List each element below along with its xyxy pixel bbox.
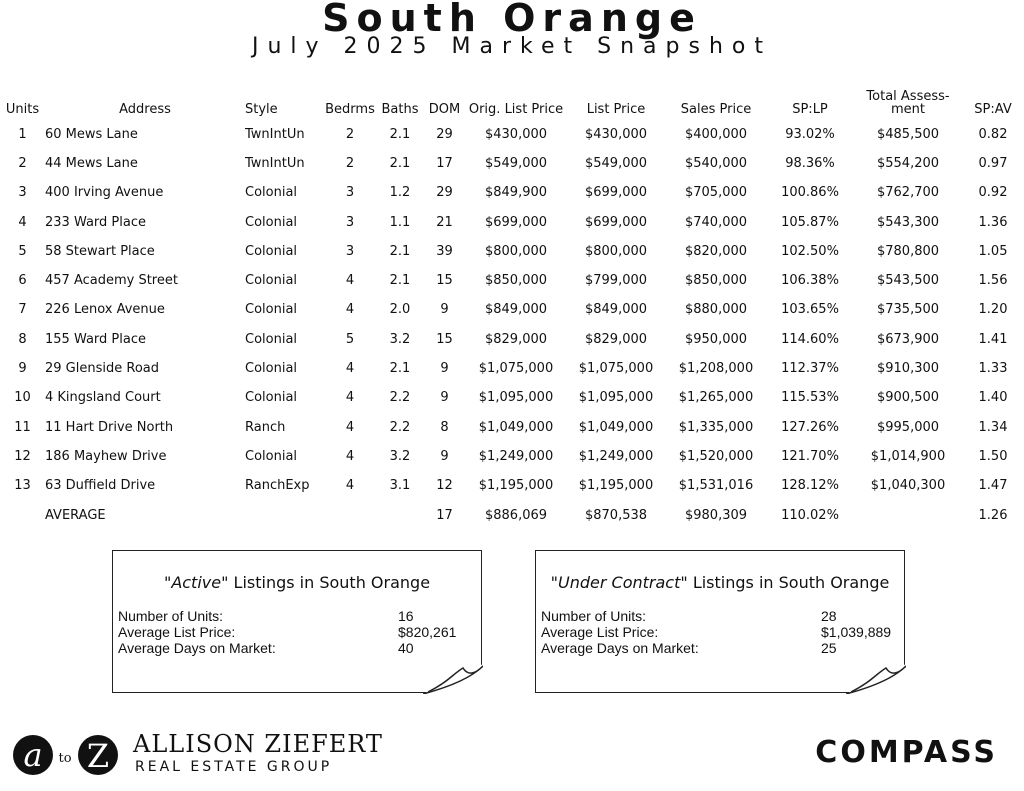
table-cell: TwnIntUn: [245, 155, 305, 171]
stat-value: 40: [398, 640, 414, 656]
table-cell: 1.20: [978, 302, 1008, 318]
table-cell: $400,000: [684, 126, 748, 142]
table-cell: $740,000: [684, 214, 748, 230]
table-cell: 121.70%: [781, 448, 839, 464]
table-cell: 2.1: [389, 361, 411, 377]
table-cell: 9: [440, 390, 449, 406]
table-cell: 112.37%: [781, 361, 839, 377]
table-cell: $699,000: [484, 214, 548, 230]
table-cell: $1,049,000: [578, 419, 654, 435]
table-cell: 226 Lenox Avenue: [45, 302, 165, 318]
table-cell: 9: [440, 302, 449, 318]
table-cell: 4 Kingsland Court: [45, 390, 161, 406]
table-row: [0, 266, 1024, 295]
table-cell: 102.50%: [781, 243, 839, 259]
table-cell: Colonial: [245, 361, 298, 377]
table-cell: $780,800: [876, 243, 940, 259]
table-row: [0, 413, 1024, 442]
column-header: Sales Price: [680, 102, 752, 117]
table-cell: 60 Mews Lane: [45, 126, 138, 142]
logo-mark-z: Z: [86, 737, 110, 775]
table-cell: 15: [436, 273, 453, 289]
table-cell: $762,700: [876, 185, 940, 201]
table-cell: $1,249,000: [478, 448, 554, 464]
table-cell: 186 Mayhew Drive: [45, 448, 167, 464]
table-cell: 2: [18, 155, 27, 171]
column-header: Bedrms: [325, 102, 375, 117]
column-header: SP:LP: [792, 102, 828, 117]
table-cell: 155 Ward Place: [45, 331, 146, 347]
table-cell: 110.02%: [781, 507, 839, 523]
brand-tagline: REAL ESTATE GROUP: [135, 759, 333, 775]
table-cell: [323, 501, 377, 530]
table-cell: [245, 501, 323, 530]
table-cell: 98.36%: [785, 155, 835, 171]
table-cell: $543,300: [876, 214, 940, 230]
table-cell: $850,000: [484, 273, 548, 289]
table-cell: 4: [345, 361, 355, 377]
table-cell: $430,000: [484, 126, 548, 142]
table-cell: $850,000: [684, 273, 748, 289]
table-cell: 39: [436, 243, 453, 259]
table-row: [0, 179, 1024, 208]
table-cell: 1.50: [978, 448, 1008, 464]
brand-name: ALLISON ZIEFERT: [133, 730, 383, 758]
table-cell: 1.47: [978, 478, 1008, 494]
active-listings-title: "Active" Listings in South Orange: [163, 573, 431, 592]
table-cell: $705,000: [684, 185, 748, 201]
table-cell: 4: [18, 214, 27, 230]
table-cell: $554,200: [876, 155, 940, 171]
stat-label: Number of Units:: [541, 608, 647, 624]
table-cell: 2.2: [389, 419, 411, 435]
table-cell: [854, 501, 962, 530]
logo-mark-a: a: [23, 736, 43, 774]
table-cell: $549,000: [484, 155, 548, 171]
stat-label: Average Days on Market:: [541, 640, 699, 656]
table-cell: 15: [436, 331, 453, 347]
table-cell: 12: [436, 478, 453, 494]
table-cell: 0.97: [978, 155, 1008, 171]
table-cell: 17: [436, 155, 453, 171]
table-cell: 1.41: [978, 331, 1008, 347]
table-cell: $900,500: [876, 390, 940, 406]
table-cell: 457 Academy Street: [45, 273, 178, 289]
table-cell: 3.2: [389, 448, 411, 464]
table-cell: 13: [14, 478, 31, 494]
table-cell: $1,095,000: [578, 390, 654, 406]
table-cell: $1,335,000: [678, 419, 754, 435]
table-cell: Colonial: [245, 214, 298, 230]
table-cell: [377, 501, 423, 530]
table-cell: 115.53%: [781, 390, 839, 406]
table-cell: $699,000: [584, 185, 648, 201]
table-cell: 1: [18, 126, 27, 142]
table-cell: 2.2: [389, 390, 411, 406]
table-cell: 2: [345, 126, 355, 142]
table-cell: 12: [14, 448, 31, 464]
table-cell: 4: [345, 419, 355, 435]
compass-logo: COMPASS: [815, 735, 998, 770]
table-cell: 6: [18, 273, 27, 289]
table-cell: $870,538: [584, 507, 648, 523]
table-cell: 5: [345, 331, 355, 347]
table-cell: 11: [14, 419, 31, 435]
table-cell: 9: [440, 448, 449, 464]
table-cell: $1,265,000: [678, 390, 754, 406]
table-cell: Colonial: [245, 390, 298, 406]
table-cell: Colonial: [245, 185, 298, 201]
table-cell: 63 Duffield Drive: [45, 478, 156, 494]
under-contract-listings-title: "Under Contract" Listings in South Orange: [550, 573, 890, 592]
table-cell: 233 Ward Place: [45, 214, 146, 230]
table-cell: 2: [345, 155, 355, 171]
table-cell: 3: [345, 214, 355, 230]
stat-row: [118, 624, 476, 640]
column-header: Orig. List Price: [468, 102, 564, 117]
table-cell: $1,049,000: [478, 419, 554, 435]
table-cell: $829,000: [484, 331, 548, 347]
table-cell: Colonial: [245, 243, 298, 259]
column-header: Address: [119, 102, 171, 117]
table-cell: 3.1: [389, 478, 411, 494]
table-cell: 2.1: [389, 273, 411, 289]
table-cell: $543,500: [876, 273, 940, 289]
table-cell: 114.60%: [781, 331, 839, 347]
table-cell: 103.65%: [781, 302, 839, 318]
active-listings-card: [112, 550, 482, 693]
table-cell: 93.02%: [785, 126, 835, 142]
page-curl-icon: [423, 664, 483, 694]
table-cell: 29 Glenside Road: [45, 361, 159, 377]
table-cell: 11 Hart Drive North: [45, 419, 174, 435]
table-cell: 4: [345, 390, 355, 406]
stat-value: $820,261: [398, 624, 457, 640]
table-cell: $430,000: [584, 126, 648, 142]
table-cell: $980,309: [684, 507, 748, 523]
table-cell: 2.1: [389, 243, 411, 259]
table-cell: 21: [436, 214, 453, 230]
table-cell: $799,000: [584, 273, 648, 289]
table-cell: $1,075,000: [578, 361, 654, 377]
table-cell: Colonial: [245, 302, 298, 318]
table-cell: Colonial: [245, 331, 298, 347]
stat-label: Number of Units:: [118, 608, 224, 624]
table-cell: $673,900: [876, 331, 940, 347]
table-cell: 1.36: [978, 214, 1008, 230]
table-cell: $995,000: [876, 419, 940, 435]
table-cell: 1.34: [978, 419, 1008, 435]
table-row: [0, 296, 1024, 325]
stat-row: [118, 640, 476, 656]
table-cell: 0.92: [978, 185, 1008, 201]
table-cell: 9: [18, 361, 27, 377]
stat-value: $1,039,889: [821, 624, 892, 640]
stat-value: 28: [821, 608, 837, 624]
table-cell: 105.87%: [781, 214, 839, 230]
stat-label: Average List Price:: [118, 624, 236, 640]
table-cell: 2.0: [389, 302, 411, 318]
table-cell: 3.2: [389, 331, 411, 347]
table-cell: 4: [345, 273, 355, 289]
average-row: [0, 501, 1024, 530]
table-cell: $1,095,000: [478, 390, 554, 406]
table-cell: $1,195,000: [478, 478, 554, 494]
column-header: Units: [5, 102, 40, 117]
table-cell: 106.38%: [781, 273, 839, 289]
table-cell: 17: [436, 507, 453, 523]
table-cell: $849,900: [484, 185, 548, 201]
stat-row: [541, 640, 899, 656]
table-cell: Colonial: [245, 448, 298, 464]
table-row: [0, 208, 1024, 237]
table-cell: AVERAGE: [45, 507, 106, 523]
table-cell: $800,000: [584, 243, 648, 259]
table-cell: 8: [440, 419, 449, 435]
table-cell: $886,069: [484, 507, 548, 523]
table-cell: 7: [18, 302, 27, 318]
stat-label: Average Days on Market:: [118, 640, 276, 656]
table-cell: [0, 501, 45, 530]
column-header: DOM: [428, 102, 461, 117]
table-cell: 400 Irving Avenue: [45, 185, 164, 201]
table-cell: $910,300: [876, 361, 940, 377]
table-cell: $820,000: [684, 243, 748, 259]
table-cell: 1.33: [978, 361, 1008, 377]
table-cell: $540,000: [684, 155, 748, 171]
table-cell: 100.86%: [781, 185, 839, 201]
table-row: [0, 442, 1024, 471]
column-header: Total Assess- ment: [866, 89, 950, 117]
a-to-z-logo: [12, 733, 132, 777]
table-cell: 10: [14, 390, 31, 406]
table-cell: 29: [436, 185, 453, 201]
table-row: [0, 472, 1024, 501]
table-cell: Ranch: [245, 419, 286, 435]
table-cell: 127.26%: [781, 419, 839, 435]
table-cell: 4: [345, 448, 355, 464]
table-cell: $880,000: [684, 302, 748, 318]
table-cell: 1.26: [978, 507, 1008, 523]
table-cell: 3: [18, 185, 27, 201]
table-cell: 58 Stewart Place: [45, 243, 155, 259]
table-row: [0, 354, 1024, 383]
table-cell: $1,014,900: [870, 448, 946, 464]
table-cell: 29: [436, 126, 453, 142]
table-cell: $735,500: [876, 302, 940, 318]
stat-label: Average List Price:: [541, 624, 659, 640]
table-cell: $1,195,000: [578, 478, 654, 494]
table-cell: $849,000: [584, 302, 648, 318]
table-cell: 3: [345, 185, 355, 201]
table-cell: RanchExp: [245, 478, 310, 494]
table-cell: 1.05: [978, 243, 1008, 259]
table-cell: $829,000: [584, 331, 648, 347]
table-cell: $1,208,000: [678, 361, 754, 377]
table-cell: $549,000: [584, 155, 648, 171]
table-cell: 4: [345, 302, 355, 318]
under-contract-listings-card: [535, 550, 905, 693]
table-cell: Colonial: [245, 273, 298, 289]
table-cell: $1,531,016: [678, 478, 754, 494]
table-cell: $950,000: [684, 331, 748, 347]
table-cell: 2.1: [389, 126, 411, 142]
stat-value: 25: [821, 640, 837, 656]
table-cell: 9: [440, 361, 449, 377]
table-row: [0, 149, 1024, 178]
table-header-row: [0, 78, 1024, 120]
table-cell: $1,520,000: [678, 448, 754, 464]
table-cell: 1.56: [978, 273, 1008, 289]
table-cell: $1,040,300: [870, 478, 946, 494]
table-cell: 128.12%: [781, 478, 839, 494]
column-header: SP:AV: [974, 102, 1012, 117]
stat-row: [541, 624, 899, 640]
sales-table: [0, 78, 1024, 530]
table-cell: $800,000: [484, 243, 548, 259]
table-cell: $1,075,000: [478, 361, 554, 377]
table-cell: 2.1: [389, 155, 411, 171]
page-curl-icon: [846, 664, 906, 694]
stat-value: 16: [398, 608, 414, 624]
column-header: Style: [245, 102, 278, 117]
stat-row: [541, 608, 899, 624]
column-header: List Price: [586, 102, 646, 117]
table-row: [0, 237, 1024, 266]
table-cell: $485,500: [876, 126, 940, 142]
stat-row: [118, 608, 476, 624]
table-cell: 0.82: [978, 126, 1008, 142]
table-cell: $849,000: [484, 302, 548, 318]
table-cell: 3: [345, 243, 355, 259]
table-cell: 8: [18, 331, 27, 347]
column-header: Baths: [381, 102, 419, 117]
page-subtitle: July 2025 Market Snapshot: [251, 34, 772, 59]
table-cell: 44 Mews Lane: [45, 155, 138, 171]
table-cell: 5: [18, 243, 27, 259]
table-row: [0, 325, 1024, 354]
table-cell: 4: [345, 478, 355, 494]
table-cell: 1.1: [389, 214, 411, 230]
table-cell: $699,000: [584, 214, 648, 230]
table-cell: 1.40: [978, 390, 1008, 406]
table-cell: $1,249,000: [578, 448, 654, 464]
logo-mark-to: to: [58, 751, 72, 766]
page-title: South Orange: [322, 0, 702, 40]
table-cell: 1.2: [389, 185, 411, 201]
table-cell: TwnIntUn: [245, 126, 305, 142]
table-row: [0, 384, 1024, 413]
table-row: [0, 120, 1024, 149]
